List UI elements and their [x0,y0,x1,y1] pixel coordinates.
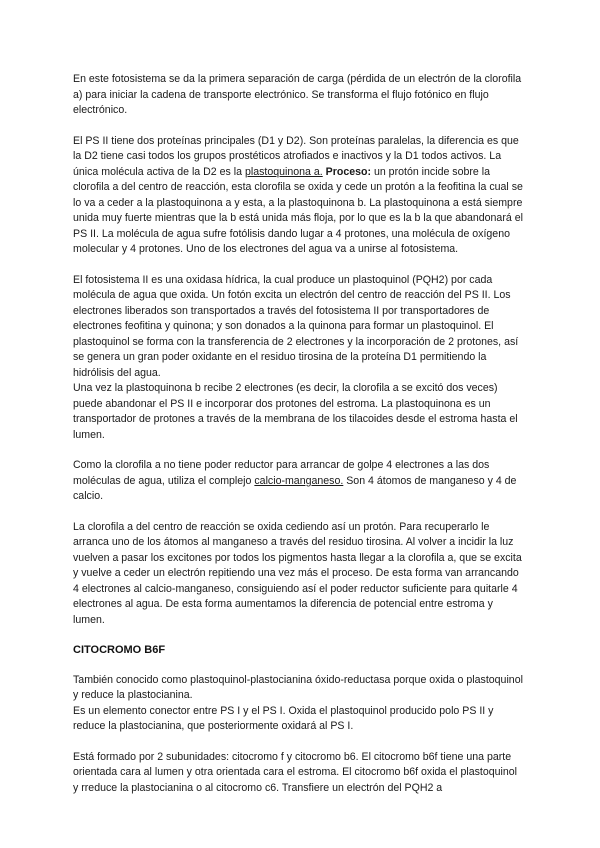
paragraph-calcio-manganeso [73,458,525,505]
section-heading: CITOCROMO B6F [73,644,166,656]
text-ps2-c: un protón incide sobre la clorofila a del centro de reacción, esta clorofila se oxida y cede un protón a la feofitina la cual se lo va a ceder a la plastoquinona a y esta, a la plastoquinona b. La plastoquinona a está siempre unida muy fuerte mientras que la b está unida más floja, por lo que es la b la que abandonará el PS II. La molécula de agua sufre fotólisis dando lugar a 4 protones, una molécula de oxígeno molecular y 4 protones. Uno de los electrones del agua va a unirse al fotosistema. [73,165,523,255]
underlined-calcio-manganeso: calcio-manganeso. [254,474,344,487]
text-citocromo-a: También conocido como plastoquinol-plastocianina óxido-reductasa porque oxida o plastoquinol y reduce la plastocianina. [73,673,523,701]
underlined-plastoquinona-a: plastoquinona a. [244,165,323,178]
paragraph-ps2-proteins [73,134,525,258]
paragraph-clorofila-oxida: La clorofila a del centro de reacción se oxida cediendo así un protón. Para recuperarlo le arranca uno de los átomos al manganeso a través del residuo tirosina. Al volver a incidir la luz vuelven a pasar los excitones por todos los pigmentos hasta llegar a la clorofila a, que se excita y vuelve a ceder un electrón repitiendo una vez más el proceso. De esta forma van arrancando 4 electrones al calcio-manganeso, consiguiendo así el poder reductor suficiente para quitarle 4 electrones al agua. De esta forma aumentamos la diferencia de potencial entre estroma y lumen. [73,520,522,626]
text-ps2-a: El PS II tiene dos proteínas principales (D1 y D2). Son proteínas paralelas, la diferencia es que la D2 tiene casi todos los grupos prostéticos atrofiados e inactivos y la D1 todos activos. La única molécula activa de la D2 es la [73,134,519,178]
text-cm-a: Como la clorofila a no tiene poder reductor para arrancar de golpe 4 electrones a las dos moléculas de agua, utiliza el complejo [73,459,490,487]
bold-proceso: Proceso: [325,165,372,178]
text-citocromo-b: Es un elemento conector entre PS I y el PS I. Oxida el plastoquinol producido polo PS II y reduce la plastocianina, que posteriormente oxidará al PS I. [73,704,494,732]
text-plastoquinona-b: Una vez la plastoquinona b recibe 2 electrones (es decir, la clorofila a se excitó dos veces) puede abandonar el PS II e incorporar dos protones del estroma. La plastoquinona es un transportador de protones a través de la membrana de los tilacoides desde el estroma hasta el lumen. [73,382,518,441]
paragraph-citocromo-def [73,673,525,735]
text-oxidasa: El fotosistema II es una oxidasa hídrica, la cual produce un plastoquinol (PQH2) por cada molécula de agua que oxida. Un fotón excita un electrón del centro de reacción del PS II. Los electrones liberados son transportados a través del fotosistema II por transportadores de electrones feofitina y quinona; y son donados a la quinona para formar un plastoquinol. El plastoquinol se forma con la transferencia de 2 electrones y la incorporación de 2 protones, así se genera un gran poder oxidante en el residuo tirosina de la proteína D1 permitiendo la hidrólisis del agua. [73,273,519,379]
document-page [73,72,525,811]
paragraph-intro: En este fotosistema se da la primera separación de carga (pérdida de un electrón de la clorofila a) para iniciar la cadena de transporte electrónico. Se transforma el flujo fotónico en flujo electrónico. [73,73,522,116]
text-cm-c: Son 4 átomos de manganeso y 4 de calcio. [73,474,517,502]
paragraph-subunidades: Está formado por 2 subunidades: citocromo f y citocromo b6. El citocromo b6f tiene una parte orientada cara al lumen y otra orientada cara el estroma. El citocromo b6f oxida el plastoquinol y rreduce la plastocianina o al citocromo c6. Transfiere un electrón del PQH2 a [73,750,518,794]
paragraph-oxidasa-hidrica [73,273,525,444]
